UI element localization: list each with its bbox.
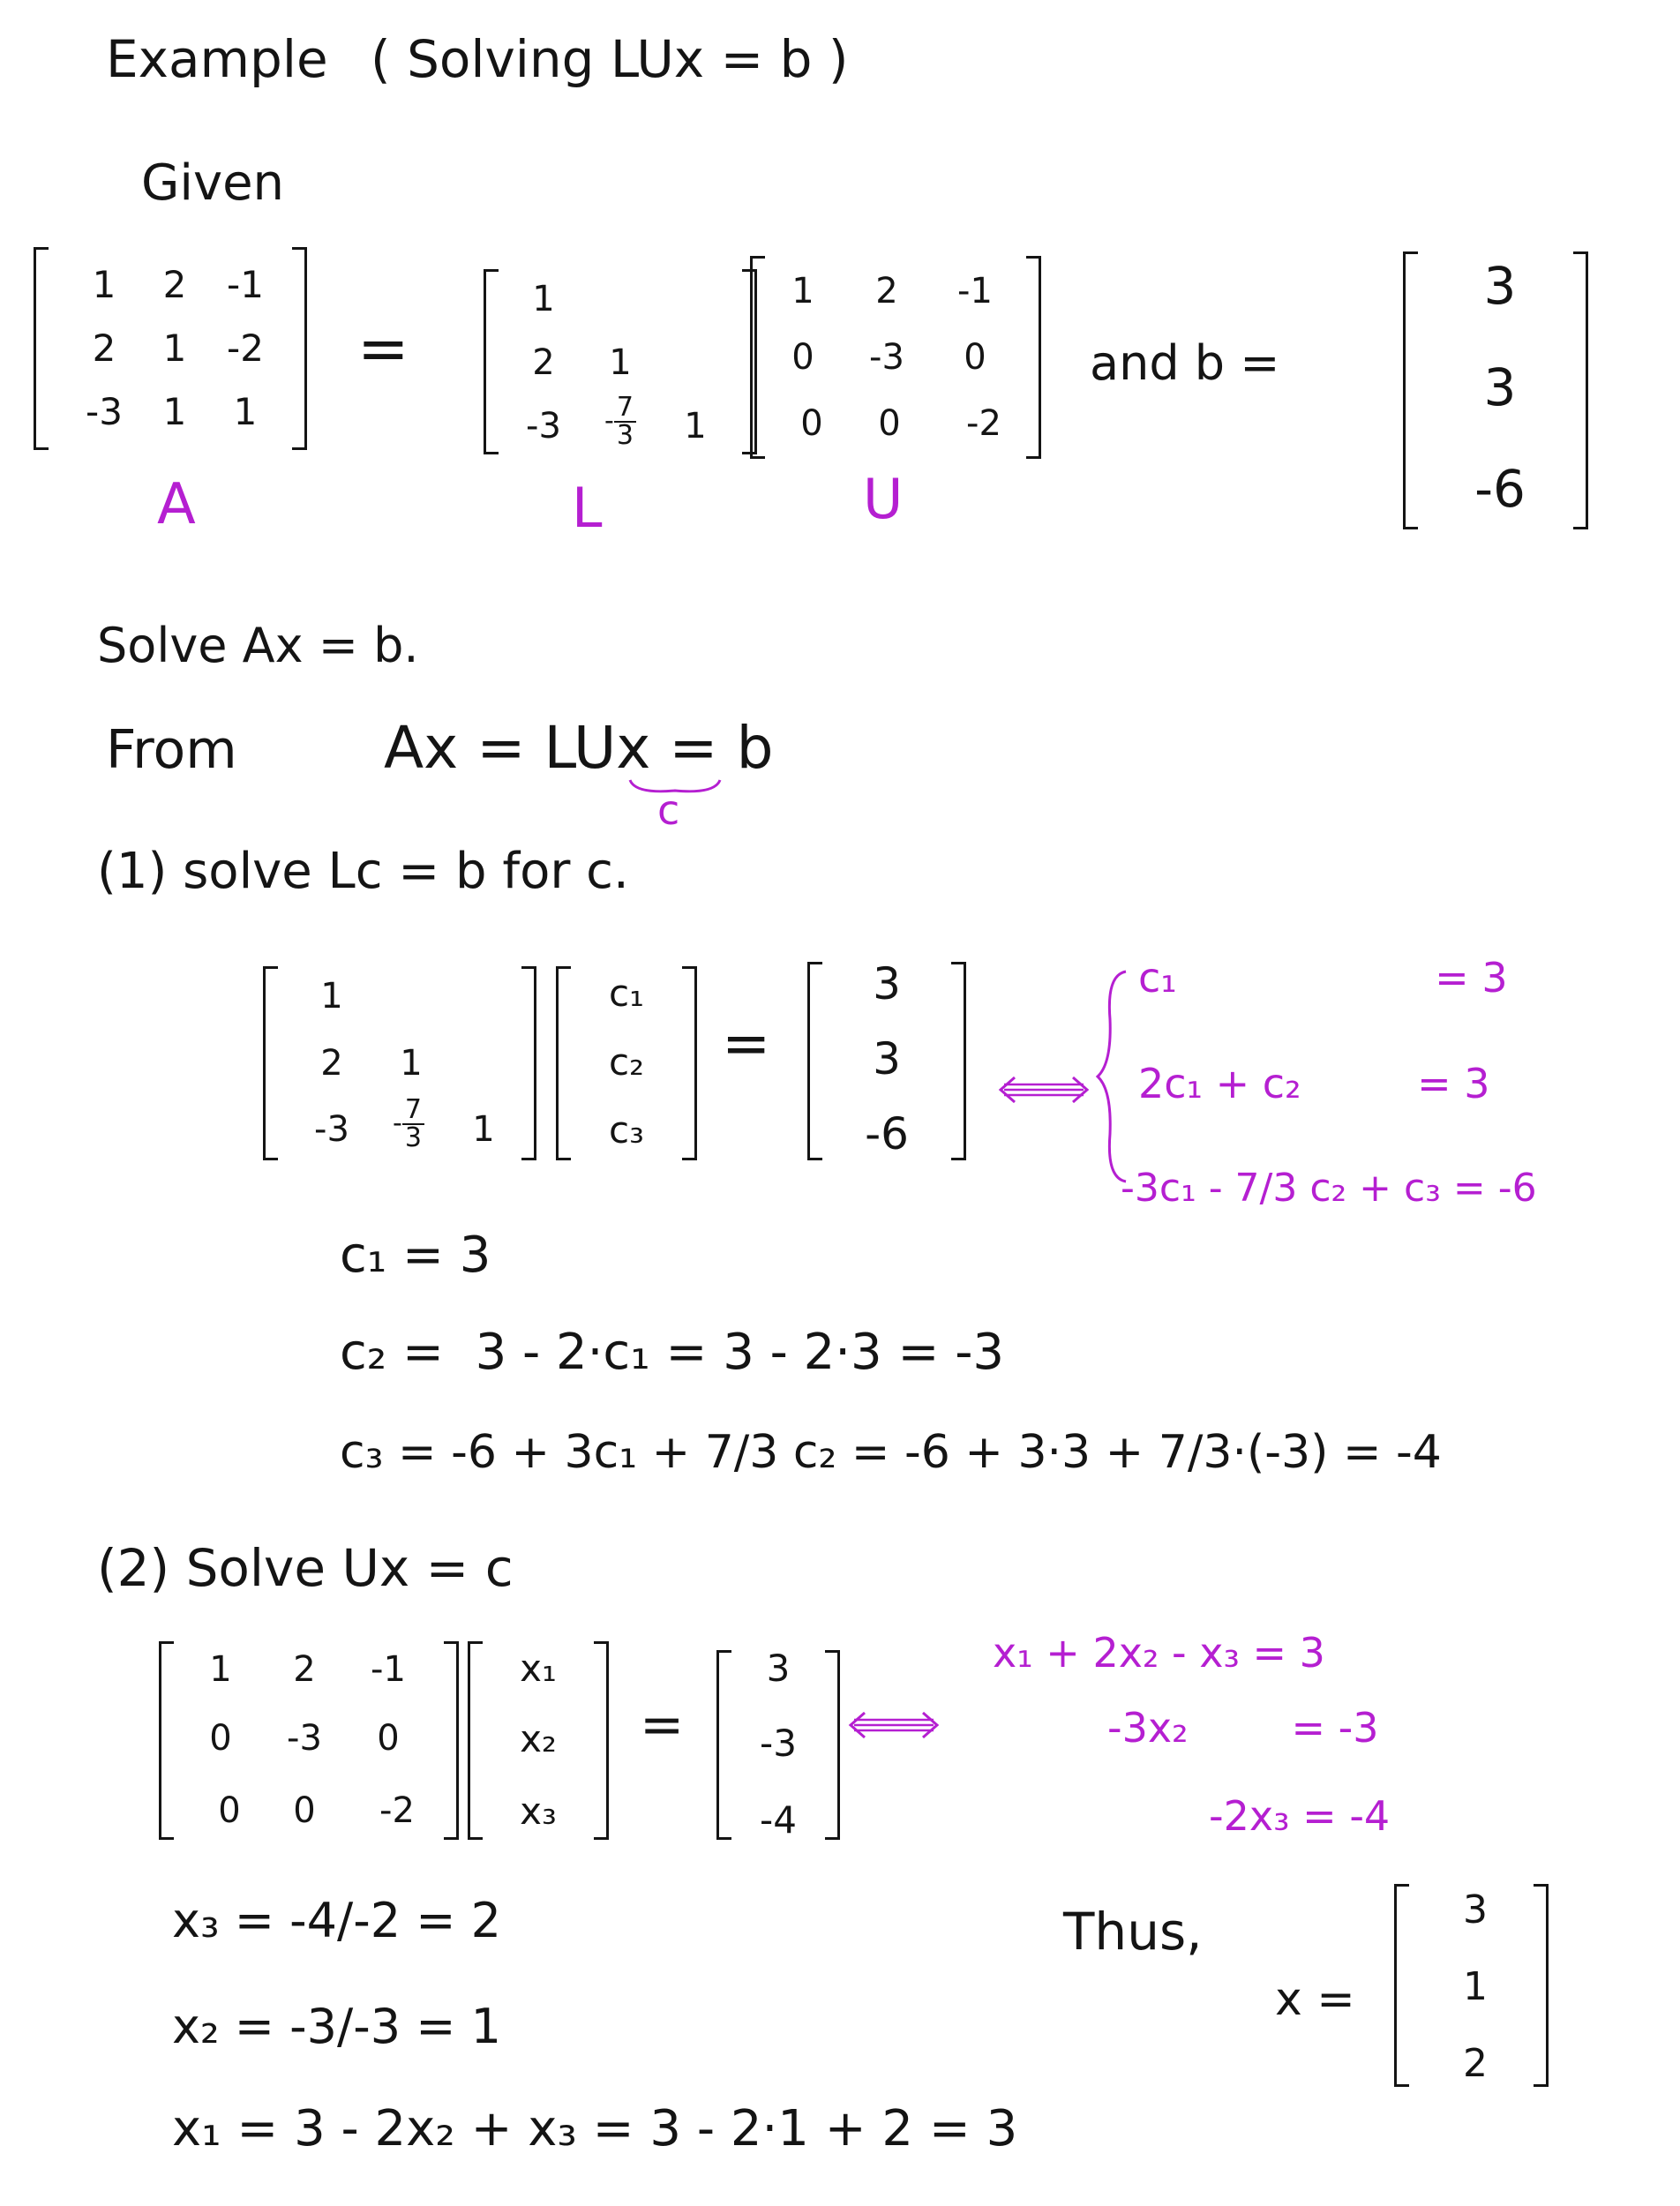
page-subtitle: ( Solving LUx = b ): [371, 29, 849, 89]
step2-U-cell: 1: [209, 1649, 232, 1690]
matrix-L-cell: 1: [532, 279, 555, 319]
c-label: c: [657, 786, 680, 834]
matrix-A-cell: 1: [162, 390, 187, 433]
matrix-A-cell: 2: [162, 263, 187, 306]
step2-U-cell: -1: [371, 1649, 406, 1690]
step1-L-cell: -3: [314, 1109, 349, 1150]
step1-L-cell: 1: [320, 976, 343, 1017]
solution-vector-x: [1394, 1884, 1549, 2087]
matrix-L-cell: - $\frac{7}{3}$: [585, 394, 656, 449]
matrix-U-label: U: [863, 467, 904, 531]
step1-equals: =: [722, 1009, 771, 1077]
given-label: Given: [141, 154, 285, 212]
step2-result-x3: x₃ = -4/-2 = 2: [172, 1893, 501, 1948]
step1-L-cell: 1: [472, 1109, 495, 1150]
step1-b-cell: 3: [873, 958, 901, 1009]
matrix-A-cell: -1: [227, 263, 264, 306]
step2-vector-x: [468, 1641, 609, 1840]
conclusion-x-eq: x =: [1275, 1973, 1355, 2026]
step2-U-cell: 0: [293, 1790, 316, 1831]
solution-x-cell: 2: [1463, 2041, 1488, 2086]
step2-equals: =: [640, 1694, 685, 1756]
step2-U-cell: 0: [377, 1718, 400, 1759]
step2-system-eq2: -3x₂ = -3: [1107, 1704, 1379, 1752]
step1-result-c1: c₁ = 3: [340, 1227, 491, 1284]
and-b-label: and b =: [1090, 335, 1280, 391]
step1-vector-c: [556, 966, 697, 1160]
matrix-U-cell: -3: [869, 337, 904, 378]
step2-U-cell: 0: [209, 1718, 232, 1759]
step1-c-cell: c₁: [609, 972, 644, 1015]
matrix-U-cell: 0: [878, 403, 901, 444]
step1-system-eq2: 2c₁ + c₂ = 3: [1138, 1060, 1490, 1107]
step2-system-eq1: x₁ + 2x₂ - x₃ = 3: [993, 1629, 1325, 1677]
matrix-A-cell: 2: [92, 326, 116, 370]
step1-L-cell: 1: [400, 1043, 423, 1084]
matrix-A-cell: 1: [233, 390, 258, 433]
step2-vector-c: [716, 1647, 840, 1842]
step2-system-eq3: -2x₃ = -4: [1209, 1792, 1391, 1840]
solution-x-cell: 1: [1463, 1964, 1488, 2009]
matrix-A-cell: 1: [162, 326, 187, 370]
vector-b-cell: -6: [1474, 459, 1526, 519]
matrix-U-cell: 0: [964, 337, 986, 378]
vector-b-cell: 3: [1483, 357, 1517, 417]
step1-result-c2: c₂ = 3 - 2·c₁ = 3 - 2·3 = -3: [340, 1324, 1005, 1381]
system-brace-icon: [1094, 966, 1129, 1187]
solve-statement: Solve Ax = b.: [97, 618, 419, 673]
page-title: Example: [106, 29, 328, 89]
step1-L-cell: 2: [320, 1043, 343, 1084]
step2-x-cell: x₂: [520, 1717, 557, 1760]
matrix-U-cell: -2: [966, 403, 1001, 444]
step2-result-x2: x₂ = -3/-3 = 1: [172, 1999, 501, 2054]
step2-x-cell: x₁: [520, 1647, 557, 1690]
matrix-U-cell: 0: [800, 403, 823, 444]
matrix-L-cell: 1: [609, 342, 632, 383]
step1-system-eq3: -3c₁ - 7/3 c₂ + c₃ = -6: [1121, 1166, 1537, 1211]
matrix-A-cell: -2: [227, 326, 264, 370]
from-label: From: [106, 719, 237, 781]
step2-c-cell: -4: [760, 1798, 797, 1842]
equivalence-arrow-icon: [995, 1072, 1092, 1107]
conclusion-thus: Thus,: [1063, 1902, 1203, 1962]
step2-c-cell: -3: [760, 1722, 797, 1765]
factorization-expr: Ax = LUx = b: [384, 714, 774, 782]
step2-U-cell: -3: [287, 1718, 322, 1759]
step1-heading: (1) solve Lc = b for c.: [97, 843, 629, 900]
matrix-U-cell: -1: [957, 271, 993, 311]
step1-result-c3: c₃ = -6 + 3c₁ + 7/3 c₂ = -6 + 3·3 + 7/3·(-3) = -4: [340, 1426, 1442, 1479]
step2-matrix-U: [159, 1641, 459, 1840]
matrix-U-cell: 1: [791, 271, 814, 311]
step1-system-eq1: c₁ = 3: [1138, 954, 1508, 1002]
matrix-L: [484, 269, 757, 454]
equivalence-arrow-icon: [845, 1707, 942, 1743]
matrix-U-cell: 0: [791, 337, 814, 378]
matrix-U: [750, 256, 1041, 459]
solution-x-cell: 3: [1463, 1887, 1488, 1932]
step1-b-cell: 3: [873, 1033, 901, 1084]
matrix-U-cell: 2: [875, 271, 898, 311]
step2-x-cell: x₃: [520, 1790, 557, 1833]
step2-result-x1: x₁ = 3 - 2x₂ + x₃ = 3 - 2·1 + 2 = 3: [172, 2100, 1018, 2157]
matrix-A-cell: -3: [86, 390, 123, 433]
step1-vector-b: [807, 958, 966, 1160]
matrix-L-cell: 1: [684, 406, 707, 446]
step1-c-cell: c₂: [609, 1040, 644, 1084]
equals-sign: =: [357, 312, 409, 385]
step1-b-cell: -6: [865, 1108, 909, 1159]
matrix-A-cell: 1: [92, 263, 116, 306]
matrix-L-cell: 2: [532, 342, 555, 383]
matrix-A: [34, 247, 307, 450]
vector-b: [1403, 251, 1588, 529]
matrix-L-cell: -3: [526, 406, 561, 446]
step1-c-cell: c₃: [609, 1108, 644, 1152]
step1-matrix-L: [263, 966, 536, 1160]
step2-U-cell: 2: [293, 1649, 316, 1690]
step2-c-cell: 3: [766, 1647, 791, 1690]
vector-b-cell: 3: [1483, 256, 1517, 316]
step1-L-cell: - $\frac{7}{3}$: [373, 1097, 444, 1152]
matrix-A-label: A: [157, 472, 196, 537]
matrix-L-label: L: [572, 476, 603, 540]
step2-U-cell: -2: [379, 1790, 415, 1831]
step2-heading: (2) Solve Ux = c: [97, 1538, 514, 1598]
step2-U-cell: 0: [218, 1790, 241, 1831]
